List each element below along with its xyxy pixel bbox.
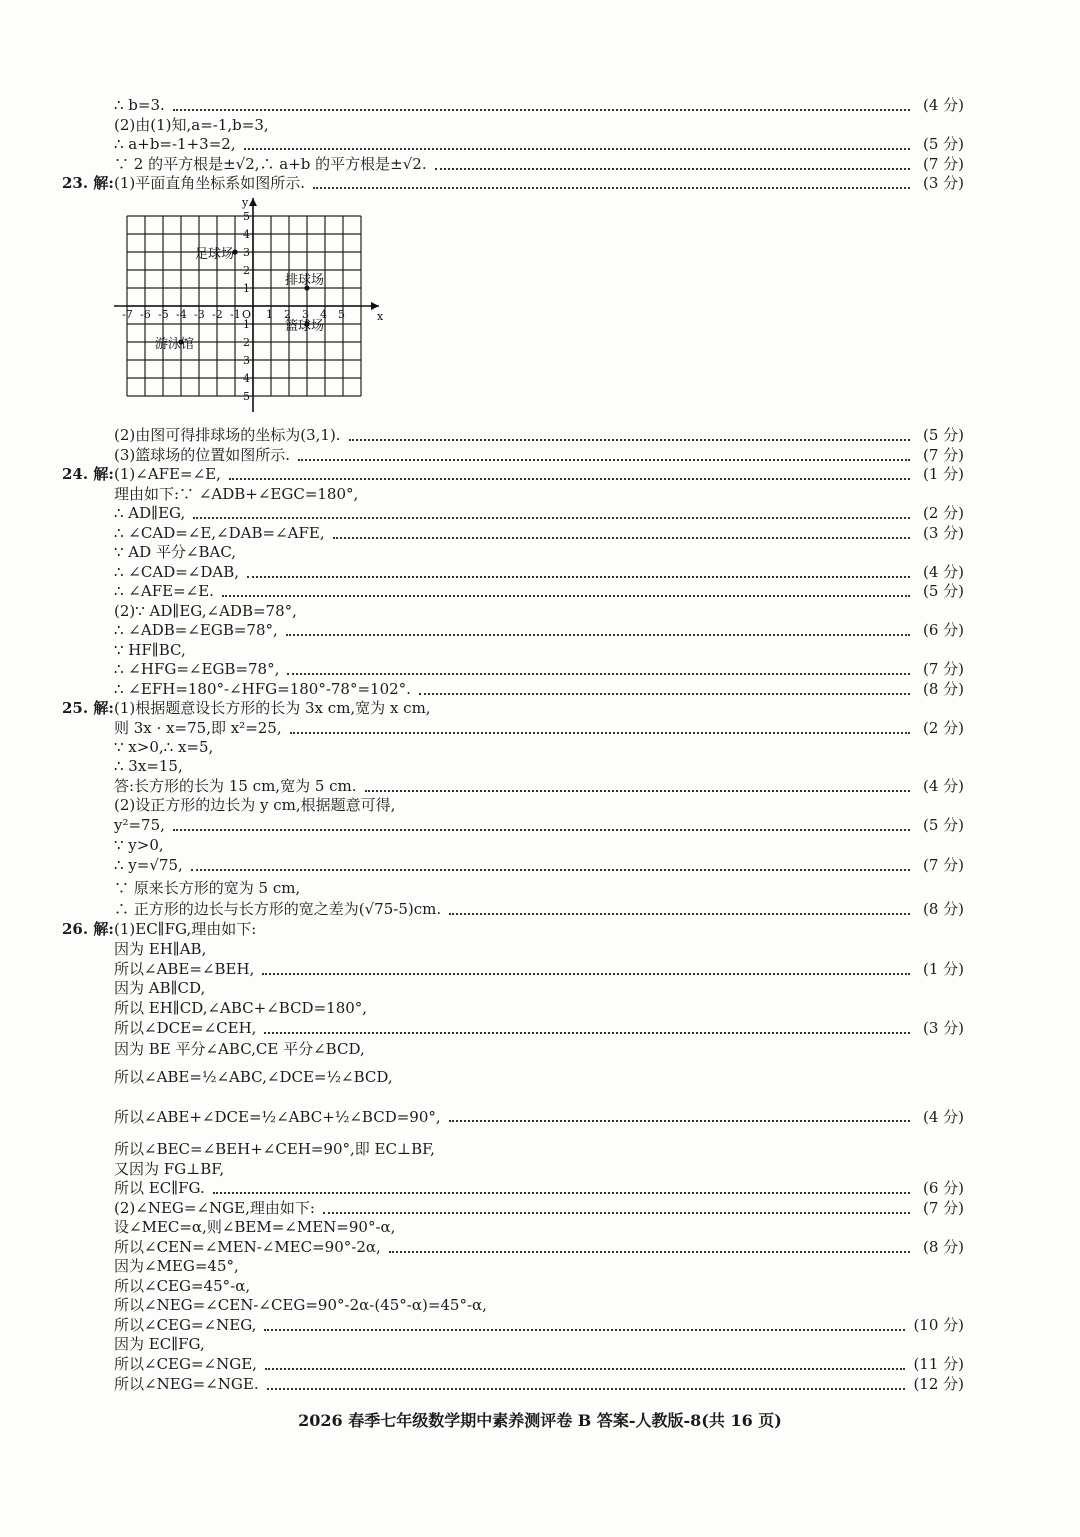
answer-line <box>62 738 964 758</box>
x-tick-label: 5 <box>338 308 345 321</box>
answer-text: 所以 EH∥CD,∠ABC+∠BCD=180°, <box>114 999 368 1017</box>
score-label: (11 分) <box>913 1355 964 1373</box>
answer-line <box>62 960 964 980</box>
answer-line <box>62 116 964 136</box>
leader-dots <box>435 168 910 170</box>
answer-line <box>62 940 964 960</box>
score-label: (6 分) <box>922 1179 964 1197</box>
y-tick-label: 1 <box>243 282 250 295</box>
leader-dots <box>262 973 910 975</box>
score-label: (10 分) <box>913 1316 964 1334</box>
y-tick-label: 2 <box>243 336 250 349</box>
place-label: 篮球场 <box>285 319 325 334</box>
answer-line <box>62 96 964 116</box>
leader-dots <box>449 913 910 915</box>
answer-text: ∴ AD∥EG, <box>114 504 186 522</box>
answer-text: ∴ ∠EFH=180°-∠HFG=180°-78°=102°. <box>114 680 411 698</box>
leader-dots <box>323 1212 910 1214</box>
answer-text: 所以 EC∥FG. <box>114 1179 205 1197</box>
page-footer: 2026 春季七年级数学期中素养测评卷 B 答案-人教版-8(共 16 页) <box>298 1411 782 1430</box>
answer-line <box>62 1140 964 1160</box>
answer-line <box>62 1060 964 1094</box>
answer-line <box>62 699 964 719</box>
answer-line <box>62 1375 964 1395</box>
answer-text: (2)由图可得排球场的坐标为(3,1). <box>114 426 341 444</box>
place-label: 排球场 <box>285 273 325 288</box>
answer-line <box>62 543 964 563</box>
answer-text: ∴ b=3. <box>114 96 165 114</box>
answer-text: (2)∠NEG=∠NGE,理由如下: <box>114 1199 315 1217</box>
question-number: 24. 解: <box>62 465 114 483</box>
answer-text: 所以∠ABE=∠BEH, <box>114 960 255 978</box>
answer-text: 所以∠NEG=∠NGE. <box>114 1375 259 1393</box>
y-axis-arrow <box>249 198 257 206</box>
place-label: 游泳馆 <box>155 337 195 352</box>
answer-line <box>62 1218 964 1238</box>
answer-line <box>62 680 964 700</box>
score-label: (7 分) <box>922 446 964 464</box>
answer-text: ∵ AD 平分∠BAC, <box>114 543 237 561</box>
y-tick-label: 1 <box>243 318 250 331</box>
origin-label: O <box>242 308 252 321</box>
x-tick-label: -4 <box>176 308 187 321</box>
answer-text: ∴ ∠ADB=∠EGB=78°, <box>114 621 278 639</box>
score-label: (4 分) <box>922 1108 964 1126</box>
answer-line <box>62 900 964 920</box>
x-tick-label: -1 <box>230 308 241 321</box>
answer-line <box>62 465 964 485</box>
score-label: (2 分) <box>922 504 964 522</box>
leader-dots <box>290 732 910 734</box>
leader-dots <box>419 693 910 695</box>
score-label: (4 分) <box>922 563 964 581</box>
answer-text: ∴ 3x=15, <box>114 757 183 775</box>
score-label: (7 分) <box>922 155 964 173</box>
answer-line <box>62 1040 964 1060</box>
answer-text: 所以∠NEG=∠CEN-∠CEG=90°-2α-(45°-α)=45°-α, <box>114 1296 487 1314</box>
score-label: (1 分) <box>922 960 964 978</box>
answer-line <box>62 174 964 194</box>
score-label: (4 分) <box>922 777 964 795</box>
answer-text: (2)设正方形的边长为 y cm,根据题意可得, <box>114 796 396 814</box>
answer-line <box>62 1335 964 1355</box>
score-label: (5 分) <box>922 135 964 153</box>
answer-line <box>62 660 964 680</box>
leader-dots <box>247 576 910 578</box>
answer-text: ∵ 原来长方形的宽为 5 cm, <box>114 879 301 897</box>
answer-line <box>62 999 964 1019</box>
answer-line <box>62 920 964 940</box>
answer-text: 所以∠CEG=45°-α, <box>114 1277 251 1295</box>
answer-text: 所以∠ABE=½∠ABC,∠DCE=½∠BCD, <box>114 1068 393 1086</box>
answer-line <box>62 1238 964 1258</box>
answer-text: ∴ ∠HFG=∠EGB=78°, <box>114 660 280 678</box>
answer-text: ∵ x>0,∴ x=5, <box>114 738 214 756</box>
answer-text: 所以∠CEG=∠NEG, <box>114 1316 257 1334</box>
answer-text: 所以∠ABE+∠DCE=½∠ABC+½∠BCD=90°, <box>114 1108 441 1126</box>
x-tick-label: -7 <box>122 308 133 321</box>
answer-text: 所以∠DCE=∠CEH, <box>114 1019 257 1037</box>
x-tick-label: 2 <box>284 308 291 321</box>
answer-line <box>62 1199 964 1219</box>
answer-text: 设∠MEC=α,则∠BEM=∠MEN=90°-α, <box>114 1218 396 1236</box>
y-tick-label: 3 <box>243 246 250 259</box>
score-label: (8 分) <box>922 900 964 918</box>
answer-line <box>62 1277 964 1297</box>
answer-line <box>62 1100 964 1134</box>
answer-line <box>62 621 964 641</box>
leader-dots <box>286 634 910 636</box>
answer-line <box>62 816 964 836</box>
leader-dots <box>193 517 910 519</box>
leader-dots <box>173 829 910 831</box>
answer-text: 因为 EC∥FG, <box>114 1335 205 1353</box>
answer-line <box>62 485 964 505</box>
answer-text: ∴ 正方形的边长与长方形的宽之差为(√75-5)cm. <box>114 900 442 918</box>
answer-line <box>62 1179 964 1199</box>
leader-dots <box>365 790 910 792</box>
answer-line <box>62 719 964 739</box>
score-label: (7 分) <box>922 856 964 874</box>
x-tick-label: -6 <box>140 308 151 321</box>
answer-text: ∵ y>0, <box>114 836 164 854</box>
leader-dots <box>349 439 910 441</box>
coordinate-grid <box>112 196 382 426</box>
answer-text: (1)EC∥FG,理由如下: <box>114 920 257 938</box>
answer-line <box>62 446 964 466</box>
answer-text: ∴ ∠CAD=∠E,∠DAB=∠AFE, <box>114 524 325 542</box>
leader-dots <box>265 1368 905 1370</box>
leader-dots <box>264 1032 910 1034</box>
place-label: 足球场 <box>195 247 235 262</box>
score-label: (6 分) <box>922 621 964 639</box>
leader-dots <box>213 1192 910 1194</box>
score-label: (3 分) <box>922 174 964 192</box>
x-tick-label: -2 <box>212 308 223 321</box>
answer-line <box>62 836 964 856</box>
answer-line <box>62 1257 964 1277</box>
score-label: (5 分) <box>922 816 964 834</box>
answer-text: 所以∠CEG=∠NGE, <box>114 1355 257 1373</box>
score-label: (7 分) <box>922 1199 964 1217</box>
answer-line <box>62 524 964 544</box>
x-tick-label: -5 <box>158 308 169 321</box>
question-number: 23. 解: <box>62 174 114 192</box>
leader-dots <box>173 109 910 111</box>
x-tick-label: 1 <box>266 308 273 321</box>
score-label: (5 分) <box>922 426 964 444</box>
score-label: (1 分) <box>922 465 964 483</box>
y-tick-label: 4 <box>243 228 250 241</box>
leader-dots <box>313 187 910 189</box>
answer-text: 因为 EH∥AB, <box>114 940 207 958</box>
answer-line <box>62 582 964 602</box>
answer-line <box>62 979 964 999</box>
answer-line <box>62 1296 964 1316</box>
answer-line <box>62 504 964 524</box>
answer-text: 所以∠BEC=∠BEH+∠CEH=90°,即 EC⊥BF, <box>114 1140 435 1158</box>
answer-text: (1)根据题意设长方形的长为 3x cm,宽为 x cm, <box>114 699 431 717</box>
answer-line <box>62 1316 964 1336</box>
answer-text: (3)篮球场的位置如图所示. <box>114 446 291 464</box>
answer-text: y²=75, <box>114 816 165 834</box>
leader-dots <box>191 869 910 871</box>
answer-line <box>62 777 964 797</box>
y-tick-label: 5 <box>243 210 250 223</box>
score-label: (7 分) <box>922 660 964 678</box>
answer-text: 理由如下:∵ ∠ADB+∠EGC=180°, <box>114 485 359 503</box>
answer-text: 因为 BE 平分∠ABC,CE 平分∠BCD, <box>114 1040 365 1058</box>
answer-text: ∵ 2 的平方根是±√2,∴ a+b 的平方根是±√2. <box>114 155 427 173</box>
answer-text: 答:长方形的长为 15 cm,宽为 5 cm. <box>114 777 357 795</box>
answer-line <box>62 563 964 583</box>
y-axis-label: y <box>242 196 249 209</box>
answer-text: 又因为 FG⊥BF, <box>114 1160 225 1178</box>
answer-line <box>62 135 964 155</box>
leader-dots <box>264 1329 905 1331</box>
leader-dots <box>229 478 910 480</box>
score-label: (3 分) <box>922 524 964 542</box>
answer-line <box>62 1355 964 1375</box>
answer-line <box>62 641 964 661</box>
score-label: (8 分) <box>922 1238 964 1256</box>
answer-text: 因为 AB∥CD, <box>114 979 206 997</box>
y-tick-label: 4 <box>243 372 250 385</box>
answer-text: (2)由(1)知,a=-1,b=3, <box>114 116 269 134</box>
answer-text: ∵ HF∥BC, <box>114 641 186 659</box>
x-axis-arrow <box>371 302 379 310</box>
answer-text: ∴ ∠AFE=∠E. <box>114 582 214 600</box>
answer-line <box>62 1160 964 1180</box>
answer-text: (1)∠AFE=∠E, <box>114 465 221 483</box>
x-tick-label: -3 <box>194 308 205 321</box>
y-tick-label: 5 <box>243 390 250 403</box>
leader-dots <box>287 673 910 675</box>
answer-line <box>62 796 964 816</box>
answer-text: 则 3x · x=75,即 x²=25, <box>114 719 282 737</box>
answer-text: 因为∠MEG=45°, <box>114 1257 239 1275</box>
answer-text: ∴ a+b=-1+3=2, <box>114 135 236 153</box>
answer-text: ∴ y=√75, <box>114 856 183 874</box>
y-tick-label: 3 <box>243 354 250 367</box>
answer-text: 所以∠CEN=∠MEN-∠MEC=90°-2α, <box>114 1238 381 1256</box>
y-tick-label: 2 <box>243 264 250 277</box>
leader-dots <box>333 537 910 539</box>
answer-line <box>62 856 964 876</box>
x-tick-label: 3 <box>302 308 309 321</box>
score-label: (2 分) <box>922 719 964 737</box>
answer-line <box>62 426 964 446</box>
score-label: (3 分) <box>922 1019 964 1037</box>
score-label: (5 分) <box>922 582 964 600</box>
leader-dots <box>389 1251 910 1253</box>
x-axis-label: x <box>377 310 384 323</box>
leader-dots <box>298 459 910 461</box>
answer-line <box>62 1019 964 1039</box>
answer-line <box>62 602 964 622</box>
question-number: 25. 解: <box>62 699 114 717</box>
score-label: (4 分) <box>922 96 964 114</box>
answer-text: ∴ ∠CAD=∠DAB, <box>114 563 240 581</box>
question-number: 26. 解: <box>62 920 114 938</box>
x-tick-label: 4 <box>320 308 327 321</box>
answer-line <box>62 757 964 777</box>
leader-dots <box>244 148 910 150</box>
answer-line <box>62 879 964 899</box>
score-label: (8 分) <box>922 680 964 698</box>
answer-text: (2)∵ AD∥EG,∠ADB=78°, <box>114 602 297 620</box>
leader-dots <box>267 1388 906 1390</box>
answer-text: (1)平面直角坐标系如图所示. <box>114 174 306 192</box>
leader-dots <box>222 595 910 597</box>
answer-line <box>62 155 964 175</box>
leader-dots <box>449 1120 910 1122</box>
score-label: (12 分) <box>913 1375 964 1393</box>
